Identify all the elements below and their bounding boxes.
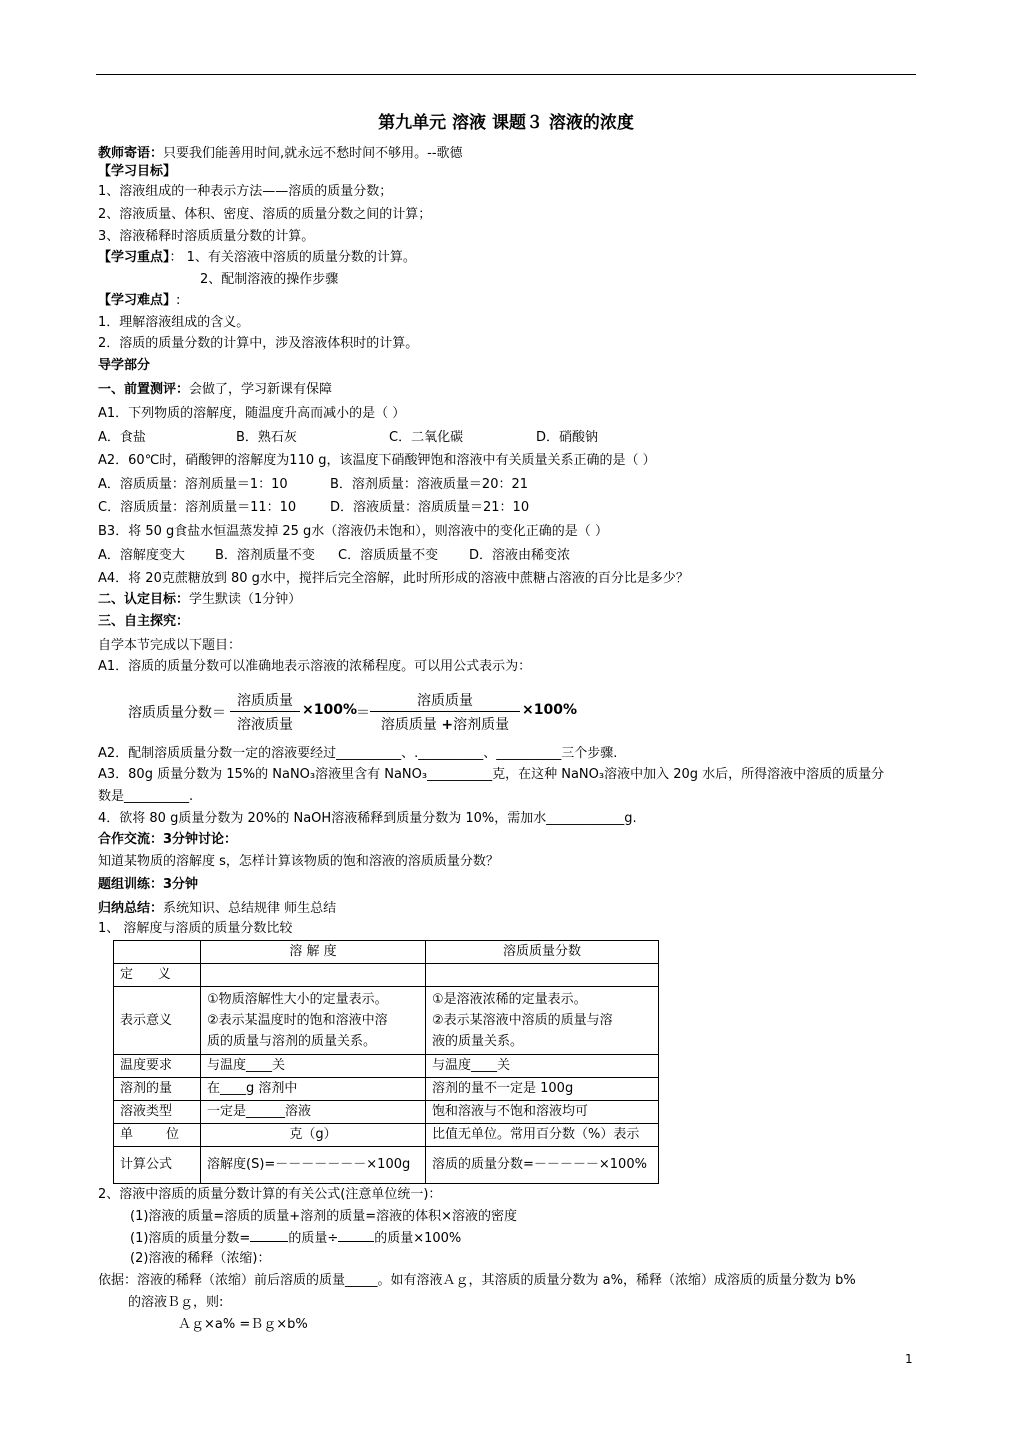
option: A．食盐 <box>98 430 146 445</box>
row-label: 温度要求 <box>114 1055 201 1078</box>
fraction-numerator: 溶质质量 <box>230 690 300 712</box>
table-cell: 溶质的质量分数=－－－－－×100% <box>426 1147 659 1184</box>
teacher-motto <box>98 145 463 163</box>
option: B．熟石灰 <box>236 430 297 445</box>
option: C．溶质质量：溶剂质量＝11：10 <box>98 500 297 515</box>
formula-part: (1)溶质的质量分数= <box>130 1231 251 1246</box>
table-cell: 与温度____关 <box>426 1055 659 1078</box>
explore-intro: 自学本节完成以下题目： <box>98 638 242 653</box>
table-cell <box>426 964 659 987</box>
pretest-heading: 一、前置测评： <box>98 382 190 397</box>
coop-text: 知道某物质的溶解度 s，怎样计算该物质的饱和溶液的溶质质量分数？ <box>98 854 499 869</box>
fill-a2: A2．配制溶质质量分数一定的溶液要经过__________、.__________、__________三个步骤. <box>98 746 618 761</box>
goal-heading: 二、认定目标： <box>98 592 190 607</box>
option: C．二氧化碳 <box>389 430 464 445</box>
dilution-equation: Ａｇ×a% =Ｂｇ×b% <box>178 1317 308 1332</box>
difficulties-colon: : <box>176 293 181 308</box>
comparison-table <box>113 940 659 1184</box>
summary-heading: 归纳总结： <box>98 901 164 916</box>
summary-text: 系统知识、总结规律 师生总结 <box>163 901 337 916</box>
table-row <box>114 964 659 987</box>
formula-line <box>130 1229 461 1248</box>
pretest-heading-line <box>98 381 332 399</box>
table-header-row <box>114 941 659 964</box>
table-row <box>114 1078 659 1101</box>
table-cell: 在____g 溶剂中 <box>201 1078 426 1101</box>
table-cell: 与温度____关 <box>201 1055 426 1078</box>
objective-item: 3、溶液稀释时溶质质量分数的计算。 <box>98 229 315 244</box>
table-cell: 克（g） <box>201 1124 426 1147</box>
goal-text: 学生默读（1分钟） <box>189 592 302 607</box>
table-row <box>114 1055 659 1078</box>
fill-q4: 4．欲将 80 g质量分数为 20%的 NaOH溶液稀释到质量分数为 10%，需加水____________g. <box>98 811 637 826</box>
difficulties-heading-line <box>98 292 180 310</box>
denominator-term: 溶剂质量 <box>453 717 510 733</box>
table-cell: 饱和溶液与不饱和溶液均可 <box>426 1101 659 1124</box>
coop-heading: 合作交流：3分钟讨论： <box>98 832 238 847</box>
row-label: 溶液类型 <box>114 1101 201 1124</box>
fill-a3-cont: 数是__________. <box>98 789 194 804</box>
table-row <box>114 1147 659 1184</box>
table-header: 溶质质量分数 <box>426 941 659 964</box>
objective-item: 2、溶液质量、体积、密度、溶质的质量分数之间的计算； <box>98 207 432 222</box>
key-points-heading: 【学习重点】 <box>98 250 170 265</box>
row-label: 单 位 <box>114 1124 201 1147</box>
summary-line <box>98 900 336 918</box>
dilution-basis-cont: 的溶液Ｂｇ，则: <box>128 1295 224 1310</box>
page-number: 1 <box>905 1352 913 1366</box>
fraction-2 <box>370 690 520 734</box>
table-cell: 一定是______溶液 <box>201 1101 426 1124</box>
multiply-100: ×100% <box>302 702 357 718</box>
fraction-denominator <box>370 712 520 734</box>
dilution-basis: 依据：溶液的稀释（浓缩）前后溶质的质量_____。如有溶液Ａｇ，其溶质的质量分数为 a%，稀释（浓缩）成溶质的质量分数为 b% <box>98 1273 856 1288</box>
table-cell: 溶解度(S)=－－－－－－－×100g <box>201 1147 426 1184</box>
difficulty-item: 2．溶质的质量分数的计算中，涉及溶液体积时的计算。 <box>98 336 419 351</box>
option: C．溶质质量不变 <box>338 548 439 563</box>
row-label: 溶剂的量 <box>114 1078 201 1101</box>
option: B．溶剂质量不变 <box>215 548 315 563</box>
explore-a1: A1．溶质的质量分数可以准确地表示溶液的浓稀程度。可以用公式表示为： <box>98 659 532 674</box>
plus-sign: + <box>441 717 454 733</box>
denominator-term: 溶质质量 <box>380 717 437 733</box>
summary-item: 1、 溶解度与溶质的质量分数比较 <box>98 921 293 936</box>
table-cell: ①是溶液浓稀的定量表示。 ②表示某溶液中溶质的质量与溶 液的质量关系。 <box>426 987 659 1055</box>
key-point-item: 2、配制溶液的操作步骤 <box>200 272 339 287</box>
equals-sign: ＝ <box>356 705 370 721</box>
table-header <box>114 941 201 964</box>
question-a4: A4．将 20克蔗糖放到 80 g水中，搅拌后完全溶解，此时所形成的溶液中蔗糖占溶液的百分比是多少？ <box>98 571 689 586</box>
objectives-heading: 【学习目标】 <box>98 164 177 179</box>
question-a1: A1．下列物质的溶解度，随温度升高而减小的是（ ） <box>98 406 406 421</box>
key-points <box>98 249 416 267</box>
fraction-denominator: 溶液质量 <box>237 717 293 733</box>
table-cell <box>201 964 426 987</box>
table-row <box>114 1124 659 1147</box>
formula-lhs: 溶质质量分数＝ <box>128 705 226 721</box>
formulas-heading: 2、溶液中溶质的质量分数计算的有关公式(注意单位统一)： <box>98 1187 442 1202</box>
table-header: 溶 解 度 <box>201 941 426 964</box>
option: D．溶液质量：溶质质量＝21：10 <box>330 500 530 515</box>
table-row <box>114 987 659 1055</box>
question-a2: A2．60℃时，硝酸钾的溶解度为110 g，该温度下硝酸钾饱和溶液中有关质量关系正确的是（ ） <box>98 453 656 468</box>
key-point-item: ： 1、有关溶液中溶质的质量分数的计算。 <box>169 250 416 265</box>
option: D．溶液由稀变浓 <box>469 548 571 563</box>
header-rule <box>96 74 916 75</box>
fill-a3: A3．80g 质量分数为 15%的 NaNO₃溶液里含有 NaNO₃__________克，在这种 NaNO₃溶液中加入 20g 水后，所得溶液中溶质的质量分 <box>98 767 885 782</box>
difficulties-heading: 【学习难点】 <box>98 293 177 308</box>
formula-line: (1)溶液的质量=溶质的质量+溶剂的质量=溶液的体积×溶液的密度 <box>130 1209 517 1224</box>
pretest-heading-rest: 会做了，学习新课有保障 <box>189 382 333 397</box>
table-row <box>114 1101 659 1124</box>
formula-part: 的质量×100% <box>374 1231 462 1246</box>
blank-line <box>338 1229 374 1242</box>
multiply-100: ×100% <box>522 702 577 718</box>
question-b3: B3．将 50 g食盐水恒温蒸发掉 25 g水（溶液仍未饱和），则溶液中的变化正确的是（ ） <box>98 524 608 539</box>
objective-item: 1、溶液组成的一种表示方法——溶质的质量分数； <box>98 184 393 199</box>
fraction-numerator: 溶质质量 <box>370 690 520 712</box>
fraction-1 <box>230 690 300 734</box>
page-title: 第九单元 溶液 课题３ 溶液的浓度 <box>378 113 634 133</box>
guide-heading: 导学部分 <box>98 358 151 373</box>
option: B．溶剂质量：溶液质量＝20：21 <box>330 477 529 492</box>
motto-text: 只要我们能善用时间,就永远不愁时间不够用。--歌德 <box>163 146 463 161</box>
row-label: 表示意义 <box>114 987 201 1055</box>
option: D．硝酸钠 <box>536 430 599 445</box>
motto-label: 教师寄语： <box>98 146 164 161</box>
blank-line <box>250 1229 288 1242</box>
table-cell: 溶剂的量不一定是 100g <box>426 1078 659 1101</box>
row-label: 计算公式 <box>114 1147 201 1184</box>
difficulty-item: 1．理解溶液组成的含义。 <box>98 315 250 330</box>
row-label: 定 义 <box>114 964 201 987</box>
explore-heading: 三、自主探究： <box>98 614 190 629</box>
table-cell: ①物质溶解性大小的定量表示。 ②表示某温度时的饱和溶液中溶 质的质量与溶剂的质量关系。 <box>201 987 426 1055</box>
option: A．溶解度变大 <box>98 548 185 563</box>
formula-part: 的质量÷ <box>288 1231 339 1246</box>
option: A．溶质质量：溶剂质量＝1：10 <box>98 477 288 492</box>
goal-line <box>98 591 301 609</box>
formula-line: (2)溶液的稀释（浓缩)： <box>130 1251 271 1266</box>
table-cell: 比值无单位。常用百分数（%）表示 <box>426 1124 659 1147</box>
drill-heading: 题组训练：3分钟 <box>98 877 199 892</box>
